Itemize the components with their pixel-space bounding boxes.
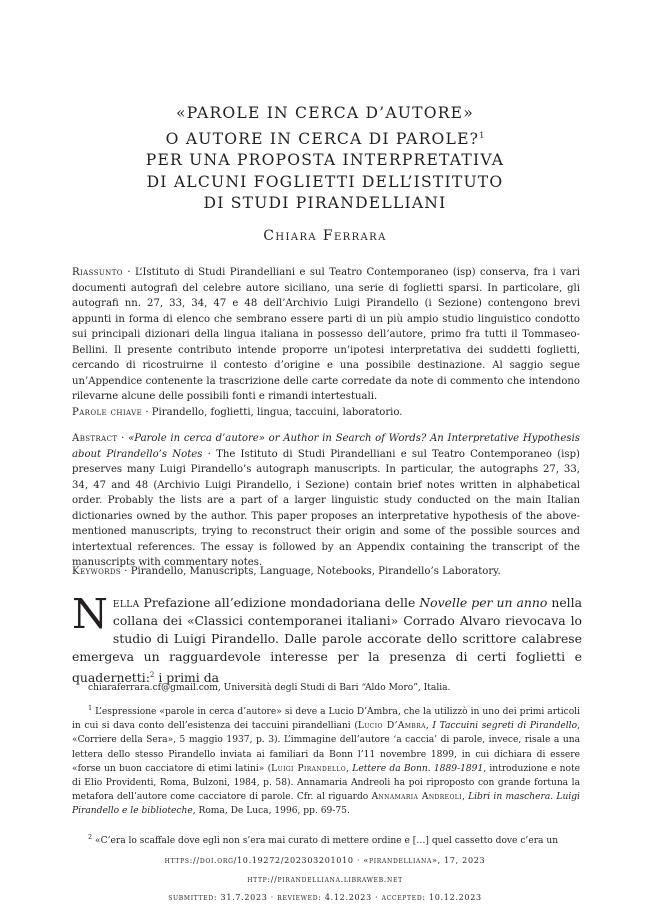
author-name: Chiara Ferrara [263, 228, 387, 244]
footnote-1-author-2: Luigi Pirandello [271, 763, 347, 774]
footnote-1-author-1: Lucio D’Ambra [357, 721, 426, 732]
abstract-title: «Parole in cerca d’autore» or Author in Search of Words? An Interpretative Hypothesis about Pirandello’s Notes [72, 433, 580, 460]
footnote-1-title-2: Lettere da Bonn. 1889-1891 [352, 763, 484, 774]
footnote-1-text-c: , introduzione e note di Elio Providenti, Roma, Bulzoni, 1984, p. 58). Annamaria Andreoli ha poi riproposto con grande fortuna la metafora dell’autore come cacciatore di parole. Cfr. al riguardo [72, 763, 580, 803]
keywords-text: Pirandello, Manuscripts, Language, Notebooks, Pirandello’s Laboratory. [130, 566, 501, 577]
footnote-1-text-d: , Roma, De Luca, 1996, pp. 69-75. [192, 806, 350, 817]
body-italic-title: Novelle per un anno [419, 595, 548, 610]
abstract-paragraph: Abstract · «Parole in cerca d’autore» or Author in Search of Words? An Interpretative Hypothesis about Pirandello’s Notes · The Istituto di Studi Pirandelliani e sul Teatro Contemporaneo (isp) preserves many Luigi Pirandello’s autograph manuscripts. In particular, the autographs 27, 33, 34, 47 and 48 (Archivio Luigi Pirandello, i Sezione) contain brief notes written in alphabetical order. Probably the lists are a part of a larger linguistic study conducted on the main Italian dictionaries owned by the author. This paper proposes an interpretative hypothesis of the above-mentioned manuscripts, trying to reconstruct their origin and some of the possible sources and intertextual references. The essay is followed by an Appendix containing the transcript of the manuscripts with commentary notes. [72, 433, 580, 568]
parole-chiave-label: Parole chiave [72, 407, 143, 418]
abstract-text: The Istituto di Studi Pirandelliani e sul Teatro Contemporaneo (isp) preserves many Luigi Pirandello’s autograph manuscripts. In particular, the autographs 27, 33, 34, 47 and 48 (Archivio Luigi Pirandello, i Sezione) contain brief notes written in alphabetical order. Probably the lists are a part of a larger linguistic study conducted on the main Italian dictionaries owned by the author. This paper proposes an interpretative hypothesis of the above-mentioned manuscripts, trying to reconstruct their origin and some of the possible sources and intertextual references. The essay is followed by an Appendix containing the transcript of the manuscripts with commentary notes. [72, 448, 580, 568]
title-line-4: DI ALCUNI FOGLIETTI DELL’ISTITUTO [146, 172, 504, 191]
footnote-1-text-b: , «Corriere della Sera», 5 maggio 1937, p. 3). L’immagine dell’autore ‘a caccia’ di parole, invece, risale a una lettera dello stesso Pirandello inviata ai familiari da Bonn l’11 novembre 1899, in cui dichiara di essere «forse un buon cacciatore di etimi latini» ( [72, 721, 580, 774]
author-email-note: chiaraferrara.cf@gmail.com, Università degli Studi di Bari “Aldo Moro”, Italia. [88, 683, 451, 693]
footnote-1-number: 1 [88, 704, 93, 712]
footnote-2-text: «C’era lo scaffale dove egli non s’era mai curato di mettere ordine e […] quel cassetto dove c’era un [95, 836, 559, 847]
footnote-1-title-1: I Taccuini segreti di Pirandello [432, 721, 578, 732]
parole-chiave-text: Pirandello, foglietti, lingua, taccuini, laboratorio. [151, 407, 403, 418]
body-text-2: nella collana dei «Classici contemporanei italiani» Corrado Alvaro rievocava lo studio di Luigi Pirandello. Dalle parole accorate dello scrittore calabrese emergeva un ragguardevole interesse per la presenza di certi foglietti e quadernetti: [72, 595, 582, 686]
keywords-paragraph: Keywords · Pirandello, Manuscripts, Language, Notebooks, Pirandello’s Laboratory. [72, 566, 501, 577]
title-line-5: DI STUDI PIRANDELLIANI [203, 194, 447, 213]
journal-url: http://pirandelliana.libraweb.net [247, 875, 403, 884]
footnote-ref-2[interactable]: 2 [149, 671, 155, 679]
drop-cap: N [72, 590, 108, 638]
article-title [0, 103, 650, 215]
footnote-1-title-3: Libri in maschera. Luigi Pirandello e le biblioteche [72, 792, 580, 817]
parole-chiave-paragraph: Parole chiave · Pirandello, foglietti, lingua, taccuini, laboratorio. [72, 407, 403, 418]
footnote-2-number: 2 [88, 833, 93, 841]
riassunto-text: L’Istituto di Studi Pirandelliani e sul Teatro Contemporaneo (isp) conserva, fra i vari documenti autografi del celebre autore siciliano, una serie di foglietti sparsi. In particolare, gli autografi nn. 27, 33, 34, 47 e 48 dell’Archivio Luigi Pirandello (i Sezione) contengono brevi appunti in forma di elenco che sembrano essere parti di un più ampio studio linguistico condotto sui principali dizionari della lingua italiana in possesso dell’autore, primo fra tutti il Tommaseo-Bellini. Il presente contributo intende proporre un’ipotesi interpretativa dei suddetti foglietti, cercando di ricostruirne il contesto d’origine e una possibile destinazione. Al saggio segue un’Appendice contenente la trascrizione delle carte corredate da note di commento che intendono rilevarne alcune delle possibili fonti e rimandi intertestuali. [72, 267, 580, 402]
title-line-2-text: O AUTORE IN CERCA DI PAROLE? [165, 129, 480, 148]
title-line-1: «PAROLE IN CERCA D’AUTORE» [176, 104, 474, 122]
submission-dates: submitted: 31.7.2023 · reviewed: 4.12.2023 · accepted: 10.12.2023 [168, 893, 482, 902]
lead-small-caps: ella [112, 595, 140, 610]
riassunto-label: Riassunto [72, 267, 123, 278]
footnote-1: $^1$ L’espressione «parole in cerca d’autore» si deve a Lucio D’Ambra, che la utilizzò in uno dei primi articoli in cui si dava conto dell’esistenza dei taccuini pirandelliani (Lucio D’Ambra, I Taccuini segreti di Pirandello, «Corriere della Sera», 5 maggio 1937, p. 3). L’immagine dell’autore ‘a caccia’ di parole, invece, risale a una lettera dello stesso Pirandello inviata ai familiari da Bonn l’11 novembre 1899, in cui dichiara di essere «forse un buon cacciatore di etimi latini» (Luigi Pirandello, Lettere da Bonn. 1889-1891, introduzione e note di Elio Providenti, Roma, Bulzoni, 1984, p. 58). Annamaria Andreoli ha poi riproposto con grande fortuna la metafora dell’autore come cacciatore di parole. Cfr. al riguardo Annamaria Andreoli, Libri in maschera. Luigi Pirandello e le biblioteche, Roma, De Luca, 1996, pp. 69-75. [72, 704, 580, 817]
body-paragraph [72, 590, 582, 687]
footnote-ref-1[interactable]: 1 [479, 130, 485, 140]
riassunto-paragraph: Riassunto · L’Istituto di Studi Pirandelliani e sul Teatro Contemporaneo (isp) conserva, fra i vari documenti autografi del celebre autore siciliano, una serie di foglietti sparsi. In particolare, gli autografi nn. 27, 33, 34, 47 e 48 dell’Archivio Luigi Pirandello (i Sezione) contengono brevi appunti in forma di elenco che sembrano essere parti di un più ampio studio linguistico condotto sui principali dizionari della lingua italiana in possesso dell’autore, primo fra tutti il Tommaseo-Bellini. Il presente contributo intende proporre un’ipotesi interpretativa dei suddetti foglietti, cercando di ricostruirne il contesto d’origine e una possibile destinazione. Al saggio segue un’Appendice contenente la trascrizione delle carte corredate da note di commento che intendono rilevarne alcune delle possibili fonti e rimandi intertestuali. [72, 267, 580, 402]
doi-line: https://doi.org/10.19272/202303201010 · «pirandelliana», 17, 2023 [164, 856, 486, 865]
keywords-label: Keywords [72, 566, 122, 577]
body-text-3: i primi da [158, 670, 220, 686]
abstract-label: Abstract [72, 433, 118, 444]
title-line-2 [0, 125, 650, 151]
footnote-2 [72, 830, 580, 848]
title-line-3: PER UNA PROPOSTA INTERPRETATIVA [145, 151, 505, 170]
body-text-1: Prefazione all’edizione mondadoriana delle [143, 595, 416, 610]
footnote-1-text-a: L’espressione «parole in cerca d’autore» si deve a Lucio D’Ambra, che la utilizzò in uno dei primi articoli in cui si dava conto dell’esistenza dei taccuini pirandelliani ( [72, 707, 580, 732]
footnote-1-author-3: Annamaria Andreoli [371, 792, 462, 803]
